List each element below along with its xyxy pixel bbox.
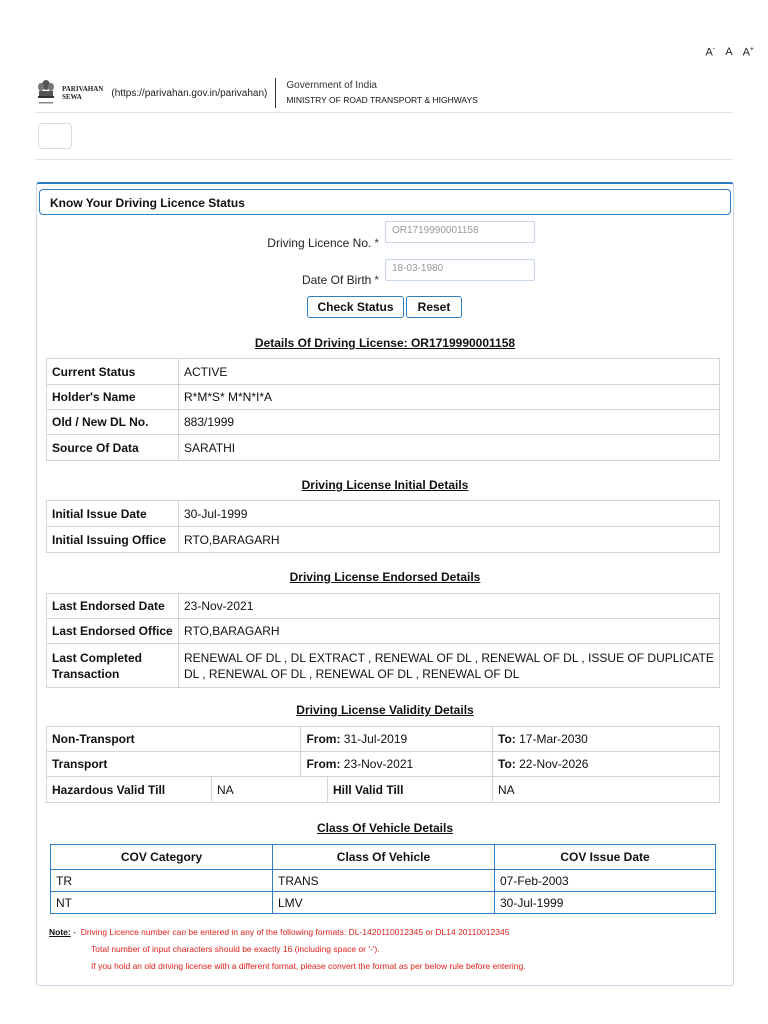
endorsed-title: Driving License Endorsed Details [289,570,481,584]
gov-of-india-text: Government of India [286,80,377,91]
last-endorsed-date-label: Last Endorsed Date [47,594,179,619]
brand-logo[interactable]: PARIVAHAN SEWA [62,85,104,101]
initial-issue-date-label: Initial Issue Date [47,501,179,527]
non-transport-from: From: 31-Jul-2019 [301,727,493,752]
last-endorsed-office-value: RTO,BARAGARH [179,619,720,644]
non-transport-label: Non-Transport [47,727,301,752]
last-transaction-value: RENEWAL OF DL , DL EXTRACT , RENEWAL OF DL , RENEWAL OF DL , ISSUE OF DUPLICATE DL , RENEWAL OF DL , RENEWAL OF DL , RENEWAL OF DL [179,644,720,688]
hazardous-label: Hazardous Valid Till [47,777,212,803]
font-increase-button[interactable]: A+ [742,46,754,59]
cov-issue-date-cell: 30-Jul-1999 [495,892,716,914]
hill-value: NA [493,777,720,803]
table-row [47,527,720,553]
header-divider [275,78,276,108]
table-row [47,501,720,527]
panel-title: Know Your Driving Licence Status [39,189,731,215]
validity-table [46,726,720,803]
table-row [47,777,720,803]
transport-to: To: 22-Nov-2026 [493,752,720,777]
reset-button[interactable]: Reset [406,296,462,318]
table-row [47,385,720,410]
note-line-3: If you hold an old driving license with a different format, please convert the format as per below rule before entering. [91,961,526,971]
initial-office-value: RTO,BARAGARH [179,527,720,553]
menu-toggle-button[interactable] [38,123,72,149]
cov-table [50,844,716,914]
transport-from: From: 23-Nov-2021 [301,752,493,777]
table-row [47,594,720,619]
ministry-name-text: MINISTRY OF ROAD TRANSPORT & HIGHWAYS [286,95,478,105]
check-status-button[interactable]: Check Status [307,296,404,318]
table-row [51,892,716,914]
transport-label: Transport [47,752,301,777]
national-emblem-icon [36,78,56,108]
dl-status-panel [36,182,734,986]
holder-name-value: R*M*S* M*N*I*A [179,385,720,410]
table-row [47,752,720,777]
note-label: Note: [49,927,71,937]
nav-strip [35,112,733,160]
dl-number-input[interactable]: OR1719990001158 [385,221,535,243]
last-endorsed-office-label: Last Endorsed Office [47,619,179,644]
ministry-block [286,79,477,107]
initial-title: Driving License Initial Details [301,478,469,492]
class-of-vehicle-cell: TRANS [273,870,495,892]
cov-category-header: COV Category [51,845,273,870]
last-transaction-label: Last Completed Transaction [47,644,179,688]
source-label: Source Of Data [47,435,179,461]
validity-title: Driving License Validity Details [296,703,474,717]
font-decrease-button[interactable]: A- [705,46,716,59]
table-row [47,727,720,752]
table-row [47,410,720,435]
cov-title: Class Of Vehicle Details [316,821,454,835]
details-table [46,358,720,461]
brand-url-link[interactable]: (https://parivahan.gov.in/parivahan) [111,87,268,99]
dob-input[interactable]: 18-03-1980 [385,259,535,281]
note-line-2: Total number of input characters should be exactly 16 (including space or '-'). [91,944,380,954]
table-row [51,870,716,892]
endorsed-table [46,593,720,688]
table-row [47,619,720,644]
cov-issue-date-header: COV Issue Date [495,845,716,870]
class-of-vehicle-cell: LMV [273,892,495,914]
font-normal-button[interactable]: A [725,46,733,58]
dl-number-label: Driving Licence No. * [267,236,379,250]
current-status-value: ACTIVE [179,359,720,385]
format-note: Note: - Driving Licence number can be entered in any of the following formats: DL-1420110012345 or DL14 20110012345 Total number of input characters should be exactly 16 (including space or '-'). If you hold an old driving license with a different format, please convert the format as per below rule before entering. [49,924,526,975]
current-status-label: Current Status [47,359,179,385]
table-row [47,644,720,688]
table-row [47,435,720,461]
cov-category-cell: NT [51,892,273,914]
dl-no-value: 883/1999 [179,410,720,435]
cov-issue-date-cell: 07-Feb-2003 [495,870,716,892]
initial-office-label: Initial Issuing Office [47,527,179,553]
hazardous-value: NA [212,777,328,803]
details-title: Details Of Driving License: OR1719990001158 [254,336,516,350]
site-header [36,78,478,108]
hill-label: Hill Valid Till [328,777,493,803]
class-of-vehicle-header: Class Of Vehicle [273,845,495,870]
note-line-1: Driving Licence number can be entered in any of the following formats: DL-1420110012345 or DL14 20110012345 [80,927,510,937]
font-size-controls [706,46,754,59]
dl-no-label: Old / New DL No. [47,410,179,435]
table-row [47,359,720,385]
holder-name-label: Holder's Name [47,385,179,410]
cov-category-cell: TR [51,870,273,892]
non-transport-to: To: 17-Mar-2030 [493,727,720,752]
dob-label: Date Of Birth * [301,273,379,287]
initial-issue-date-value: 30-Jul-1999 [179,501,720,527]
initial-table [46,500,720,553]
source-value: SARATHI [179,435,720,461]
last-endorsed-date-value: 23-Nov-2021 [179,594,720,619]
table-header-row [51,845,716,870]
